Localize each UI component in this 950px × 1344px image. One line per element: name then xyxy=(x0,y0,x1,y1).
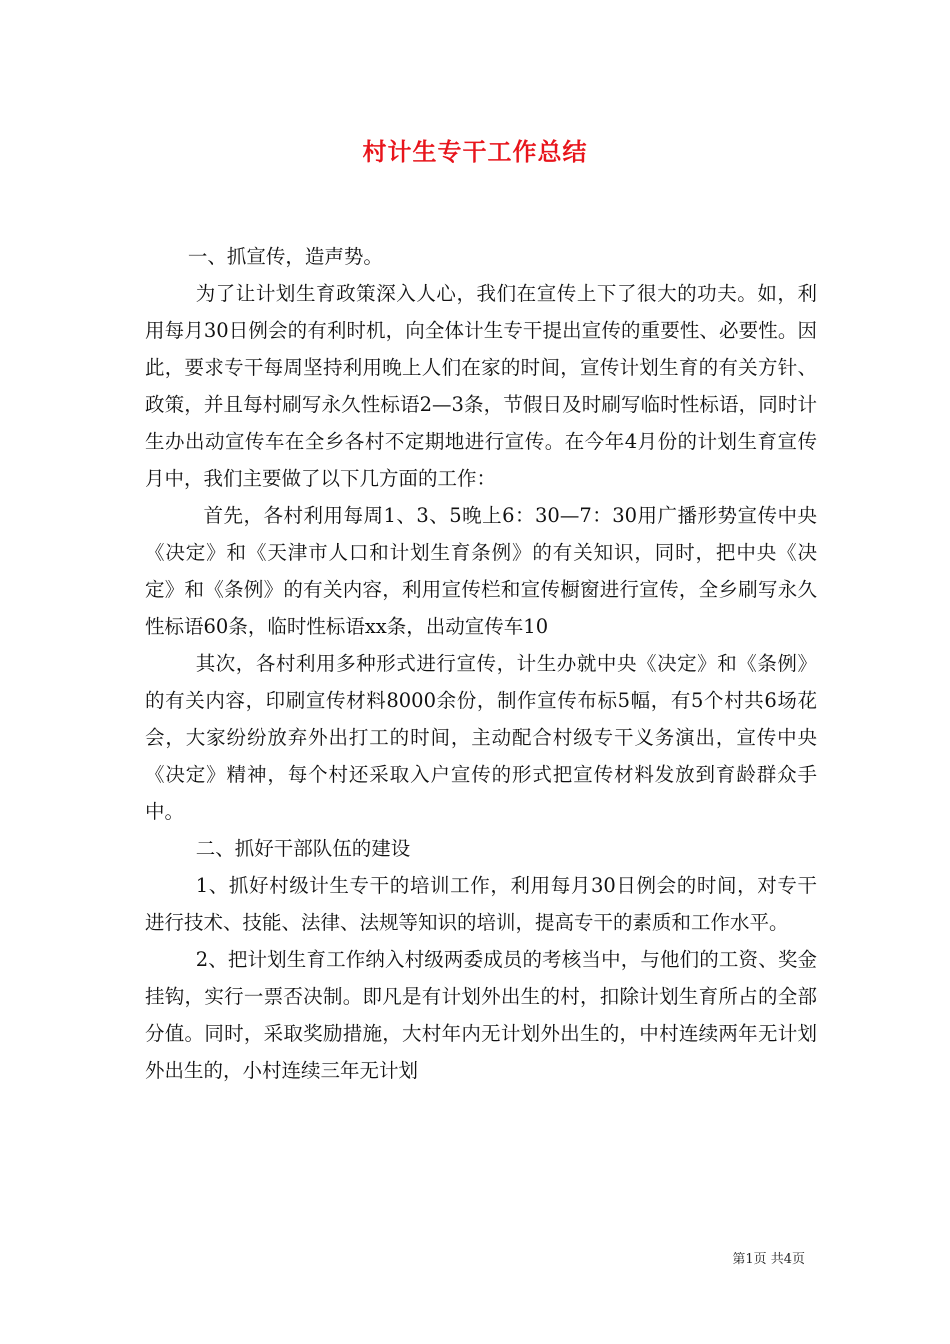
paragraph: 1、抓好村级计生专干的培训工作，利用每月30日例会的时间，对专干进行技术、技能、法律、法规等知识的培训，提高专干的素质和工作水平。 xyxy=(145,874,817,934)
paragraph: 为了让计划生育政策深入人心，我们在宣传上下了很大的功夫。如，利用每月30日例会的有利时机，向全体计生专干提出宣传的重要性、必要性。因此，要求专干每周坚持利用晚上人们在家的时间，宣传计划生育的有关方针、政策，并且每村刷写永久性标语2—3条，节假日及时刷写临时性标语，同时计生办出动宣传车在全乡各村不定期地进行宣传。在今年4月份的计划生育宣传月中，我们主要做了以下几方面的工作： xyxy=(145,282,817,490)
paragraph: 2、把计划生育工作纳入村级两委成员的考核当中，与他们的工资、奖金挂钩，实行一票否决制。即凡是有计划外出生的村，扣除计划生育所占的全部分值。同时，采取奖励措施，大村年内无计划外出生的，中村连续两年无计划外出生的，小村连续三年无计划 xyxy=(145,948,817,1082)
paragraph: 二、抓好干部队伍的建设 xyxy=(195,837,411,860)
paragraph: 其次，各村利用多种形式进行宣传，计生办就中央《决定》和《条例》的有关内容，印刷宣传材料8000余份，制作宣传布标5幅，有5个村共6场花会，大家纷纷放弃外出打工的时间，主动配合村级专干义务演出，宣传中央《决定》精神，每个村还采取入户宣传的形式把宣传材料发放到育龄群众手中。 xyxy=(145,652,817,823)
document-title: 村计生专干工作总结 xyxy=(362,137,588,166)
page-footer: 第1页 共4页 xyxy=(732,1252,805,1267)
paragraph: 首先，各村利用每周1、3、5晚上6：30—7：30用广播形势宣传中央《决定》和《天津市人口和计划生育条例》的有关知识，同时，把中央《决定》和《条例》的有关内容，利用宣传栏和宣传橱窗进行宣传，全乡刷写永久性标语60条，临时性标语xx条，出动宣传车10 xyxy=(145,504,817,638)
paragraph: 一、抓宣传，造声势。 xyxy=(187,245,383,268)
document-body xyxy=(145,238,817,1089)
